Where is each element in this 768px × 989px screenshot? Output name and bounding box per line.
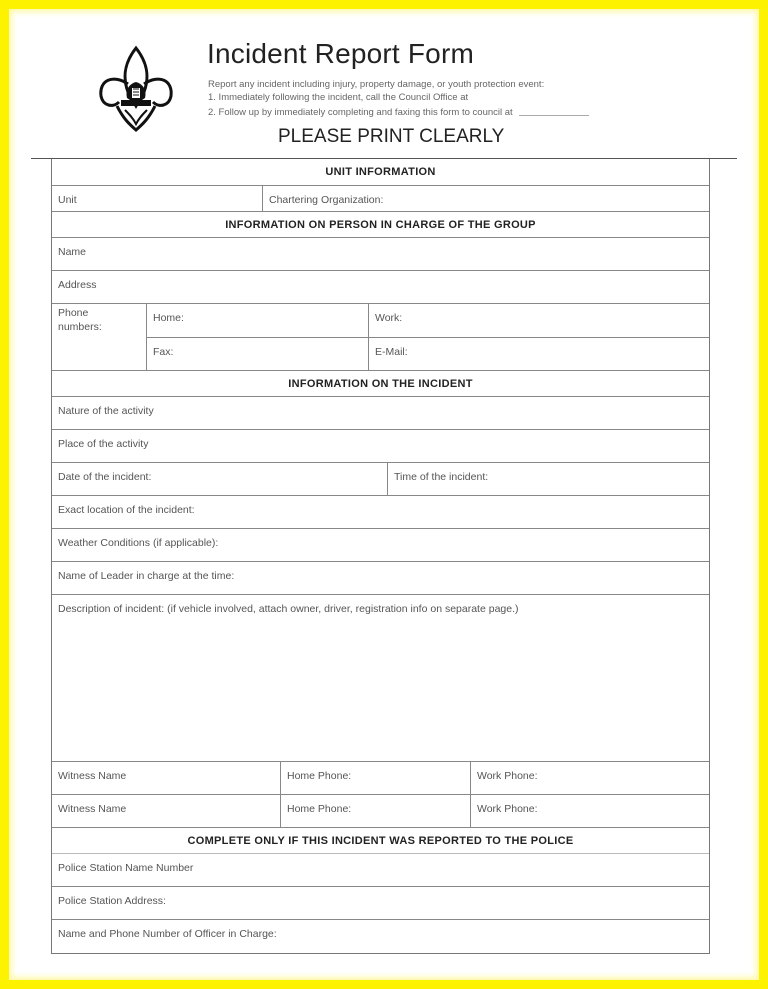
section-header-unit-info: UNIT INFORMATION [325,166,436,178]
name-field[interactable]: Name [58,246,87,258]
row-address [52,270,709,303]
leader-in-charge-field[interactable]: Name of Leader in charge at the time: [58,570,235,582]
section-incident-info [52,370,709,396]
witness-2-name-field[interactable]: Witness Name [58,803,127,815]
fax-number-blank [519,115,589,116]
police-station-address-field[interactable]: Police Station Address: [58,895,166,907]
witness-1-name-field[interactable]: Witness Name [58,770,127,782]
work-phone-field[interactable]: Work: [368,304,709,337]
section-header-person-in-charge: INFORMATION ON PERSON IN CHARGE OF THE GROUP [225,219,536,231]
section-header-police: COMPLETE ONLY IF THIS INCIDENT WAS REPORTED TO THE POLICE [187,835,574,847]
time-of-incident-field[interactable]: Time of the incident: [387,463,709,495]
date-of-incident-field[interactable]: Date of the incident: [58,471,152,483]
phone-numbers-label: Phone numbers: [58,307,102,333]
row-exact-location [52,495,709,528]
instruction-line-3 [208,107,589,118]
instruction-line-3-text: 2. Follow up by immediately completing and faxing this form to council at [208,107,513,118]
row-name [52,237,709,270]
incident-form-table [51,159,710,954]
fleur-de-lis-eagle-icon [95,44,177,136]
fax-field[interactable]: Fax: [146,337,368,370]
row-date-time [52,462,709,495]
witness-1-home-phone-field[interactable]: Home Phone: [280,762,470,794]
section-header-incident-info: INFORMATION ON THE INCIDENT [288,378,473,390]
row-description [52,594,709,761]
witness-1-work-phone-field[interactable]: Work Phone: [470,762,709,794]
row-police-address [52,886,709,919]
email-field[interactable]: E-Mail: [368,337,709,370]
witness-2-home-phone-field[interactable]: Home Phone: [280,795,470,827]
form-title: Incident Report Form [207,38,474,69]
address-field[interactable]: Address [58,279,97,291]
row-officer [52,919,709,954]
nature-of-activity-field[interactable]: Nature of the activity [58,405,154,417]
row-weather [52,528,709,561]
unit-field[interactable]: Unit [58,194,77,206]
section-unit-info [52,159,709,185]
weather-conditions-field[interactable]: Weather Conditions (if applicable): [58,537,219,549]
place-of-activity-field[interactable]: Place of the activity [58,438,149,450]
row-witness-1 [52,761,709,794]
row-police-station [52,853,709,886]
row-phone-numbers [52,303,709,370]
officer-in-charge-field[interactable]: Name and Phone Number of Officer in Charge: [58,928,277,940]
row-place [52,429,709,462]
row-nature [52,396,709,429]
witness-2-work-phone-field[interactable]: Work Phone: [470,795,709,827]
exact-location-field[interactable]: Exact location of the incident: [58,504,195,516]
section-police [52,827,709,853]
instruction-line-2: 1. Immediately following the incident, call the Council Office at [208,92,469,103]
row-leader [52,561,709,594]
row-witness-2 [52,794,709,827]
police-station-name-field[interactable]: Police Station Name Number [58,862,194,874]
section-person-in-charge [52,211,709,237]
row-unit [52,185,709,211]
instruction-line-1: Report any incident including injury, property damage, or youth protection event: [208,79,545,90]
description-field[interactable]: Description of incident: (if vehicle involved, attach owner, driver, registration info on separate page.) [58,603,519,615]
print-clearly-notice: PLEASE PRINT CLEARLY [278,126,505,147]
chartering-org-field[interactable]: Chartering Organization: [262,186,709,211]
home-phone-field[interactable]: Home: [146,304,368,337]
